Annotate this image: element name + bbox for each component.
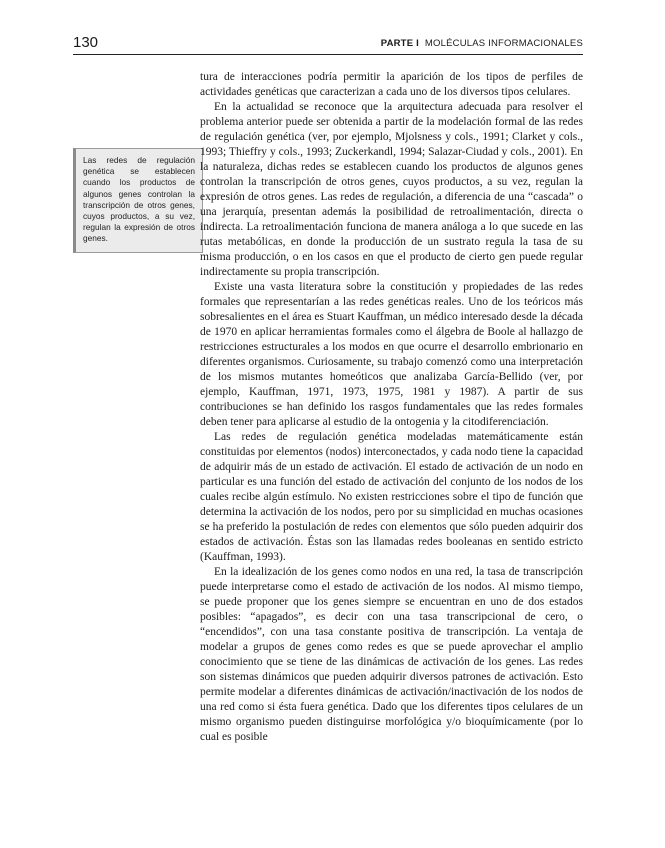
paragraph: En la idealización de los genes como nodos en una red, la tasa de transcripción puede interpretarse como el estado de activación de los nodos. Al mismo tiempo, se puede proponer que los genes siempre se encuentran en uno de dos estados posibles: “apagados”, es decir con una tasa transcripcional de cero, o “encendidos”, con una tasa constante positiva de transcripción. La ventaja de modelar a grupos de genes como redes es que se puede aprovechar el amplio conocimiento que se tiene de las dinámicas de activación de los genes. Las redes son sistemas dinámicos que pueden adquirir diversos patrones de activación. Esto permite modelar a diferentes dinámicas de activación/inactivación de los nodos de una red como si ésta fuera genética. Dado que los diferentes tipos celulares de un mismo organismo pueden distinguirse morfológica y/o bioquímicamente (por lo cual es posible <box>200 566 583 743</box>
paragraph: En la actualidad se reconoce que la arquitectura adecuada para resolver el problema anterior puede ser obtenida a partir de la modelación formal de las redes de regulación genética (ver, por ejemplo, Mjolsness y cols., 1991; Clarket y cols., 1993; Thieffry y cols., 1993; Zuckerkandl, 1994; Salazar-Ciudad y cols., 2001). En la naturaleza, dichas redes se establecen cuando los productos de algunos genes controlan la transcripción de otros genes, cuyos productos, a su vez, regulan la expresión de otros genes. Las redes de regulación, a diferencia de una “cascada” o una jerarquía, presentan además la posibilidad de retroalimentación, directa o indirecta. La retroalimentación funciona de manera análoga a lo que sucede en las rutas metabólicas, en donde la producción de un sustrato regula la tasa de su misma producción, o en los casos en que el producto de cierto gen puede regular indirectamente su propia transcripción. <box>200 101 583 278</box>
body-text <box>200 70 583 745</box>
paragraph: Las redes de regulación genética modeladas matemáticamente están constituidas por elementos (nodos) interconectados, y cada nodo tiene la capacidad de adquirir más de un estado de activación. El estado de activación de un nodo en particular es una función del estado de activación del conjunto de los nodos de los cuales recibe algún estímulo. No existen restricciones sobre el tipo de función que determina la activación de los nodos, pero por su simplicidad en muchas ocasiones se ha preferido la postulación de redes con elementos que sólo pueden adquirir dos estados de activación. Éstas son las llamadas redes booleanas en sentido estricto (Kauffman, 1993). <box>200 431 583 563</box>
page-header <box>73 34 583 55</box>
part-label: PARTE I <box>380 38 419 49</box>
part-title: MOLÉCULAS INFORMACIONALES <box>424 38 583 49</box>
running-head <box>381 38 583 49</box>
page-number: 130 <box>73 34 99 51</box>
paragraph: tura de interacciones podría permitir la aparición de los tipos de perfiles de actividades genéticas que caracterizan a cada uno de los diversos tipos celulares. <box>200 71 583 98</box>
margin-note: Las redes de regulación genética se establecen cuando los productos de algunos genes controlan la transcripción de otros genes, cuyos productos, a su vez, regulan la expresión de otros genes. <box>73 148 203 253</box>
paragraph: Existe una vasta literatura sobre la constitución y propiedades de las redes formales que representarían a las redes genéticas reales. Uno de los teóricos más sobresalientes en el área es Stuart Kauffman, un médico interesado desde la década de 1970 en aplicar herramientas formales como el álgebra de Boole al hallazgo de restricciones estructurales a los modos en que ocurre el desarrollo embrionario en diferentes organismos. Curiosamente, su trabajo comenzó como una interpretación de los mismos mutantes homeóticos que analizaba García-Bellido (ver, por ejemplo, Kauffman, 1971, 1973, 1975, 1981 y 1987). A partir de sus contribuciones se han definido los rasgos fundamentales que las redes formales deben tener para aplicarse al estudio de la ontogenia y la citodiferenciación. <box>200 281 583 428</box>
